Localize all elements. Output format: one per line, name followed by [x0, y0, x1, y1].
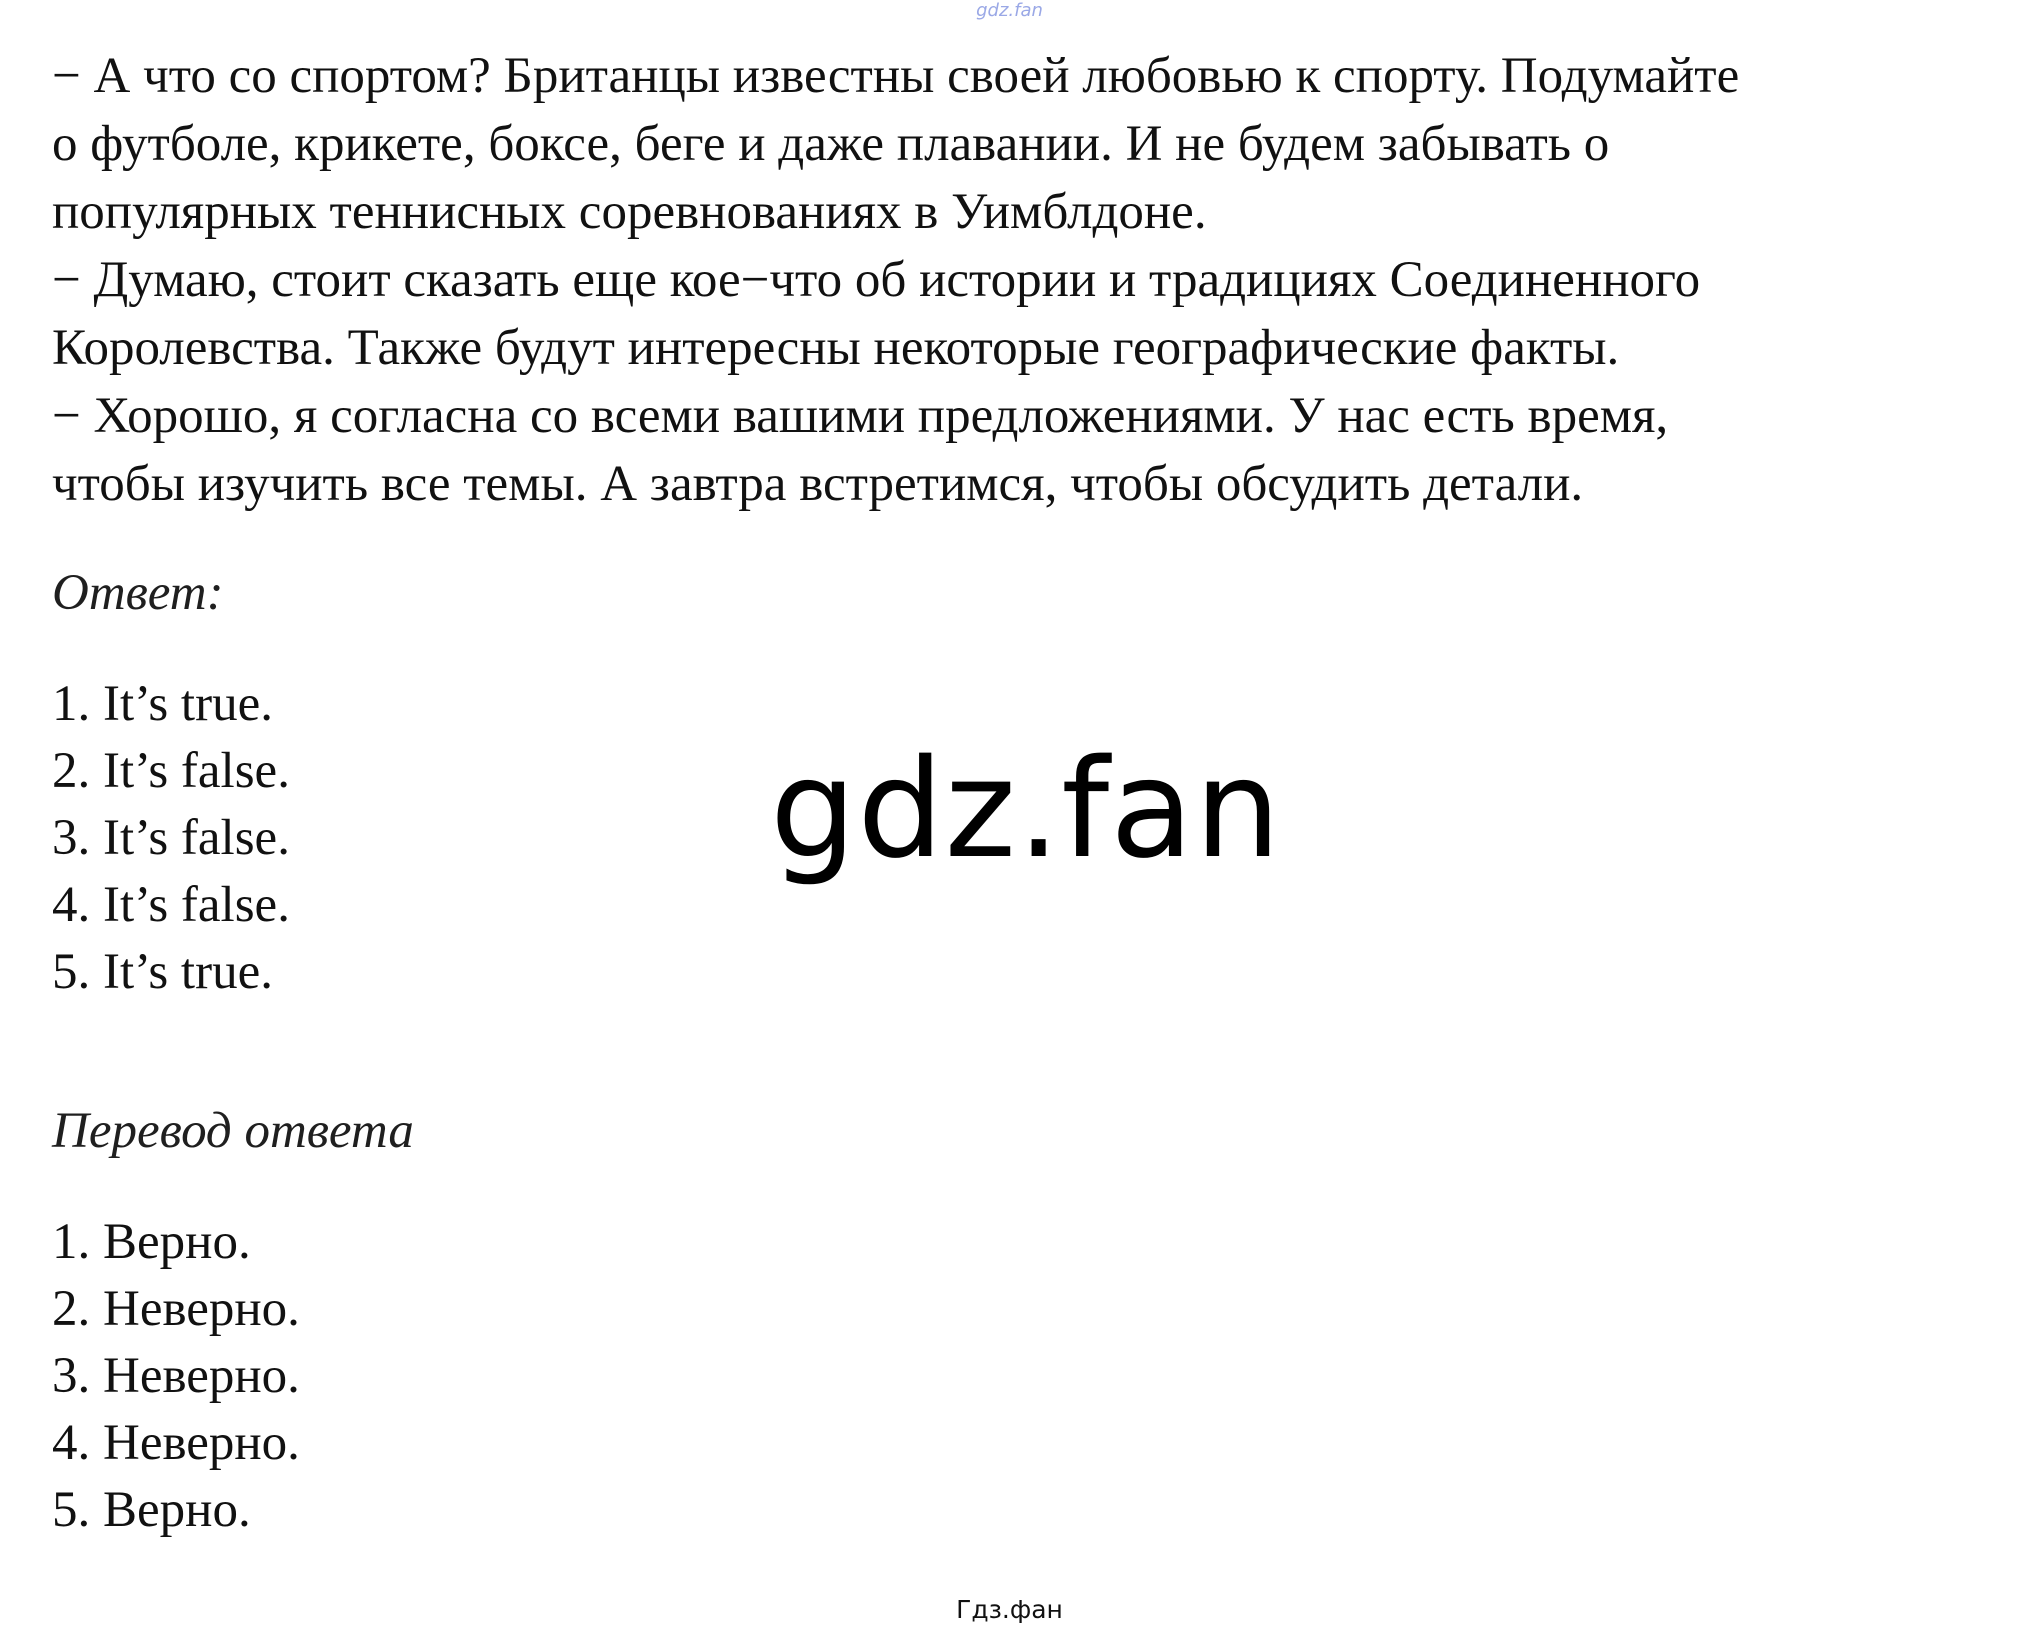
translation-item: 2. Неверно.	[52, 1281, 300, 1337]
dialog-line: о футболе, крикете, боксе, беге и даже плавании. И не будем забывать о	[52, 116, 1610, 172]
translation-item: 5. Верно.	[52, 1482, 251, 1538]
bottom-watermark: Гдз.фан	[956, 1595, 1063, 1624]
top-watermark: gdz.fan	[976, 0, 1043, 21]
answer-item: 3. It’s false.	[52, 810, 290, 866]
center-watermark: gdz.fan	[770, 731, 1282, 889]
translation-item: 4. Неверно.	[52, 1415, 300, 1471]
answer-item: 2. It’s false.	[52, 743, 290, 799]
answer-heading: Ответ:	[52, 565, 224, 621]
dialog-line: Королевства. Также будут интересны некоторые географические факты.	[52, 320, 1620, 376]
translation-list	[52, 1209, 2012, 1544]
answer-item: 5. It’s true.	[52, 944, 273, 1000]
dialog-line: чтобы изучить все темы. А завтра встретимся, чтобы обсудить детали.	[52, 456, 1584, 512]
dialog-line: − Хорошо, я согласна со всеми вашими предложениями. У нас есть время,	[52, 388, 1669, 444]
dialog-text	[52, 42, 2012, 518]
answer-item: 4. It’s false.	[52, 877, 290, 933]
answer-item: 1. It’s true.	[52, 676, 273, 732]
dialog-line: − А что со спортом? Британцы известны своей любовью к спорту. Подумайте	[52, 48, 1740, 104]
dialog-line: популярных теннисных соревнованиях в Уимблдоне.	[52, 184, 1207, 240]
translation-item: 3. Неверно.	[52, 1348, 300, 1404]
dialog-line: − Думаю, стоит сказать еще кое−что об истории и традициях Соединенного	[52, 252, 1701, 308]
translation-item: 1. Верно.	[52, 1214, 251, 1270]
translation-heading: Перевод ответа	[52, 1103, 414, 1159]
